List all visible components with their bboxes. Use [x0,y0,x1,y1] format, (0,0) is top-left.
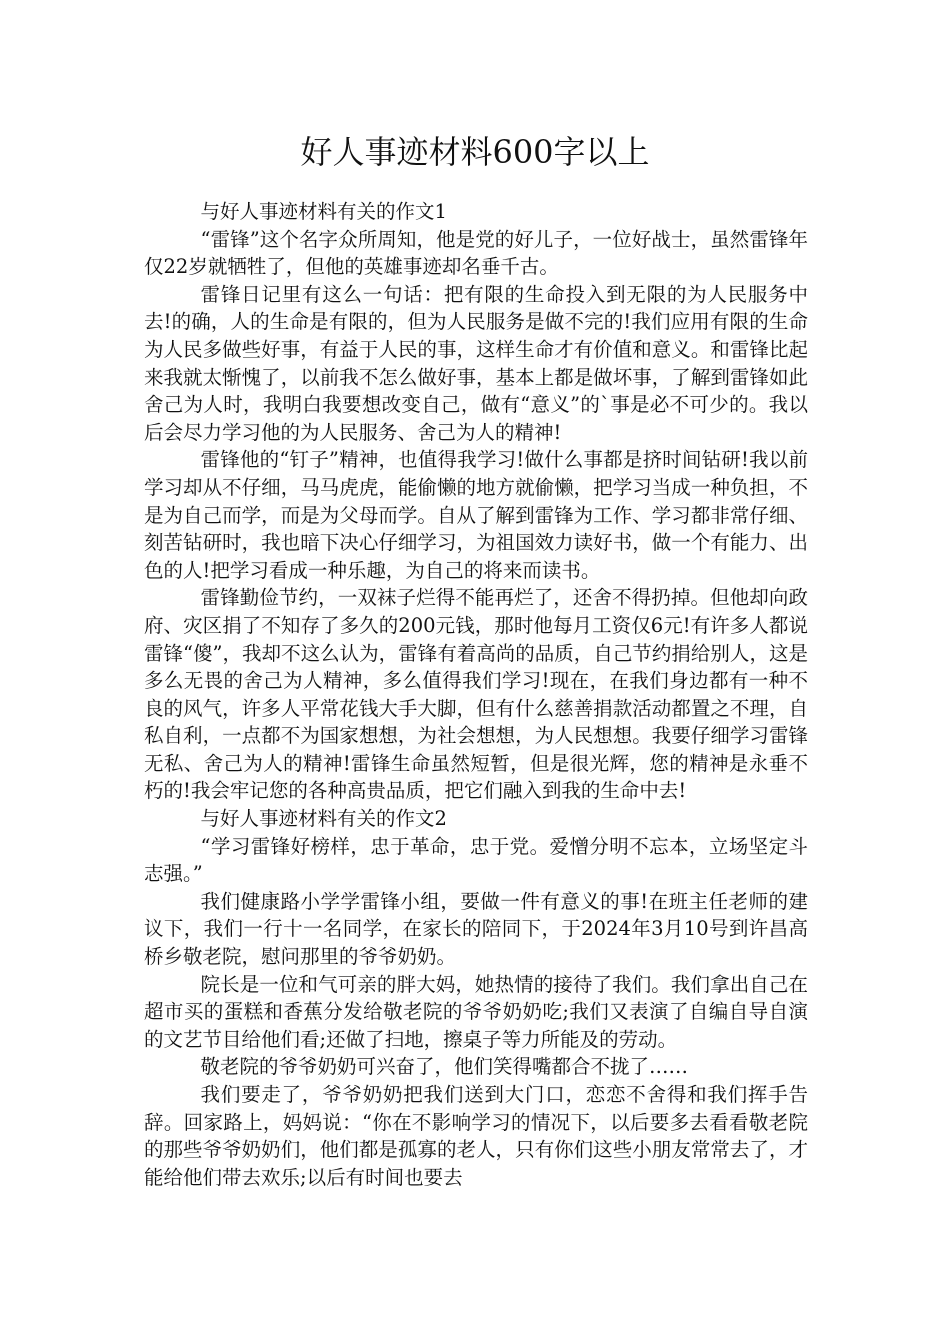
paragraph: 我们要走了，爷爷奶奶把我们送到大门口，恋恋不舍得和我们挥手告辞。回家路上，妈妈说：“你在不影响学习的情况下，以后要多去看看敬老院的那些爷爷奶奶们，他们都是孤寡的老人，只有你们这些小朋友常常去了，才能给他们带去欢乐;以后有时间也要去 [144,1083,808,1189]
paragraph: 院长是一位和气可亲的胖大妈，她热情的接待了我们。我们拿出自己在超市买的蛋糕和香蕉分发给敬老院的爷爷奶奶吃;我们又表演了自编自导自演的文艺节目给他们看;还做了扫地，擦桌子等力所能及的劳动。 [144,972,808,1051]
paragraph: 雷锋日记里有这么一句话：把有限的生命投入到无限的为人民服务中去!的确，人的生命是有限的，但为人民服务是做不完的!我们应用有限的生命为人民多做些好事，有益于人民的事，这样生命才有价值和意义。和雷锋比起来我就太惭愧了，以前我不怎么做好事，基本上都是做坏事，了解到雷锋如此舍己为人时，我明白我要想改变自己，做有“意义”的`事是必不可少的。我以后会尽力学习他的为人民服务、舍己为人的精神! [144,282,808,444]
paragraph: 我们健康路小学学雷锋小组，要做一件有意义的事!在班主任老师的建议下，我们一行十一名同学，在家长的陪同下，于2024年3月10号到许昌高桥乡敬老院，慰问那里的爷爷奶奶。 [144,889,808,969]
section-heading: 与好人事迹材料有关的作文1 [200,200,447,223]
document-title: 好人事迹材料600字以上 [300,133,650,171]
paragraph: 敬老院的爷爷奶奶可兴奋了，他们笑得嘴都合不拢了…… [200,1055,689,1079]
paragraph: “学习雷锋好榜样，忠于革命，忠于党。爱憎分明不忘本，立场坚定斗志强。” [144,834,808,886]
section-heading: 与好人事迹材料有关的作文2 [200,807,447,831]
paragraph: “雷锋”这个名字众所周知，他是党的好儿子，一位好战士，虽然雷锋年仅22岁就牺牲了，但他的英雄事迹却名垂千古。 [144,227,808,279]
paragraph: 雷锋勤俭节约，一双袜子烂得不能再烂了，还舍不得扔掉。但他却向政府、灾区捐了不知存了多久的200元钱，那时他每月工资仅6元!有许多人都说雷锋“傻”，我却不这么认为，雷锋有着高尚的品质，自己节约捐给别人，这是多么无畏的舍己为人精神，多么值得我们学习!现在，在我们身边都有一种不良的风气，许多人平常花钱大手大脚，但有什么慈善捐款活动都置之不理，自私自利，一点都不为国家想想，为社会想想，为人民想想。我要仔细学习雷锋无私、舍己为人的精神!雷锋生命虽然短暂，但是很光辉，您的精神是永垂不朽的!我会牢记您的各种高贵品质，把它们融入到我的生命中去! [144,586,808,803]
document-body [144,198,808,1191]
paragraph: 雷锋他的“钉子”精神，也值得我学习!做什么事都是挤时间钻研!我以前学习却从不仔细，马马虎虎，能偷懒的地方就偷懒，把学习当成一种负担，不是为自己而学，而是为父母而学。自从了解到雷锋为工作、学习都非常仔细、刻苦钻研时，我也暗下决心仔细学习，为祖国效力读好书，做一个有能力、出色的人!把学习看成一种乐趣，为自己的将来而读书。 [144,448,808,582]
